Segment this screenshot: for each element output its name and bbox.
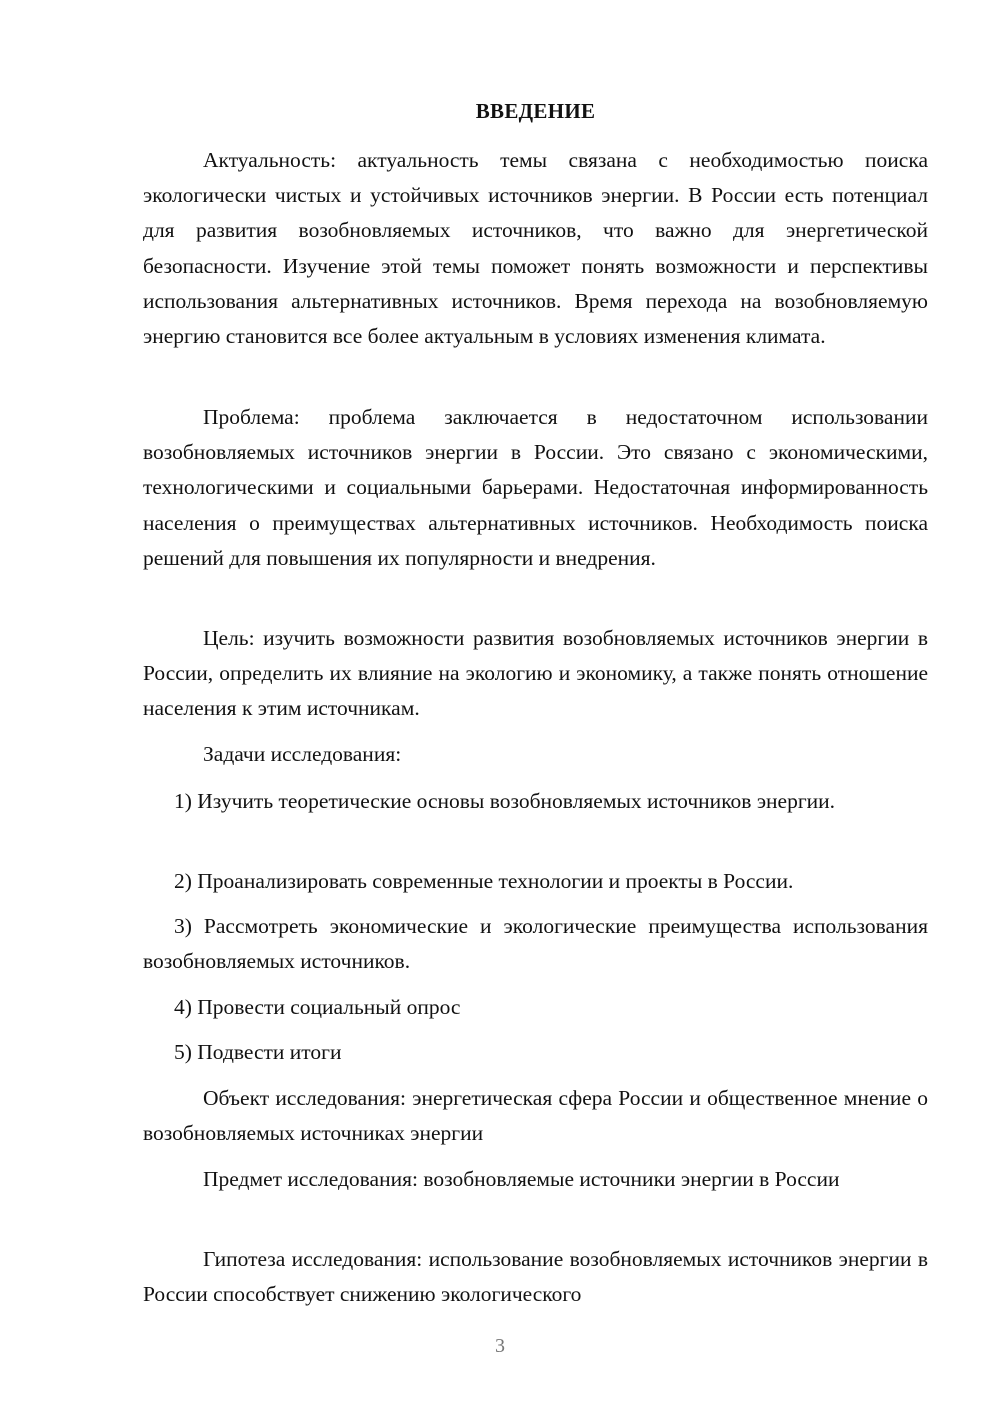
page-number: 3	[495, 1335, 505, 1357]
section-title: ВВЕДЕНИЕ	[475, 99, 596, 123]
task-item-5: 5) Подвести итоги	[174, 1040, 342, 1064]
task-item-3: 3) Рассмотреть экономические и экологические преимущества использования возобновляемых источников.	[143, 914, 928, 974]
task-item-1: 1) Изучить теоретические основы возобновляемых источников энергии.	[174, 789, 836, 813]
task-item-2: 2) Проанализировать современные технологии и проекты в России.	[174, 869, 794, 893]
paragraph-relevance: Актуальность: актуальность темы связана с необходимостью поиска экологически чистых и устойчивых источников энергии. В России есть потенциал для развития возобновляемых источников, что важно для энергетической безопасности. Изучение этой темы поможет понять возможности и перспективы использования альтернативных источников. Время перехода на возобновляемую энергию становится все более актуальным в условиях изменения климата.	[143, 148, 928, 349]
paragraph-goal: Цель: изучить возможности развития возобновляемых источников энергии в России, определить их влияние на экологию и экономику, а также понять отношение населения к этим источникам.	[143, 626, 928, 721]
tasks-heading: Задачи исследования:	[203, 742, 402, 766]
paragraph-problem: Проблема: проблема заключается в недостаточном использовании возобновляемых источников энергии в России. Это связано с экономическими, технологическими и социальными барьерами. Недостаточная информированность населения о преимуществах альтернативных источников. Необходимость поиска решений для повышения их популярности и внедрения.	[143, 405, 928, 570]
paragraph-object: Объект исследования: энергетическая сфера России и общественное мнение о возобновляемых источниках энергии	[143, 1086, 928, 1146]
task-item-4: 4) Провести социальный опрос	[174, 995, 461, 1019]
paragraph-subject: Предмет исследования: возобновляемые источники энергии в России	[203, 1167, 840, 1191]
paragraph-hypothesis: Гипотеза исследования: использование возобновляемых источников энергии в России способствует снижению экологического	[143, 1247, 928, 1307]
